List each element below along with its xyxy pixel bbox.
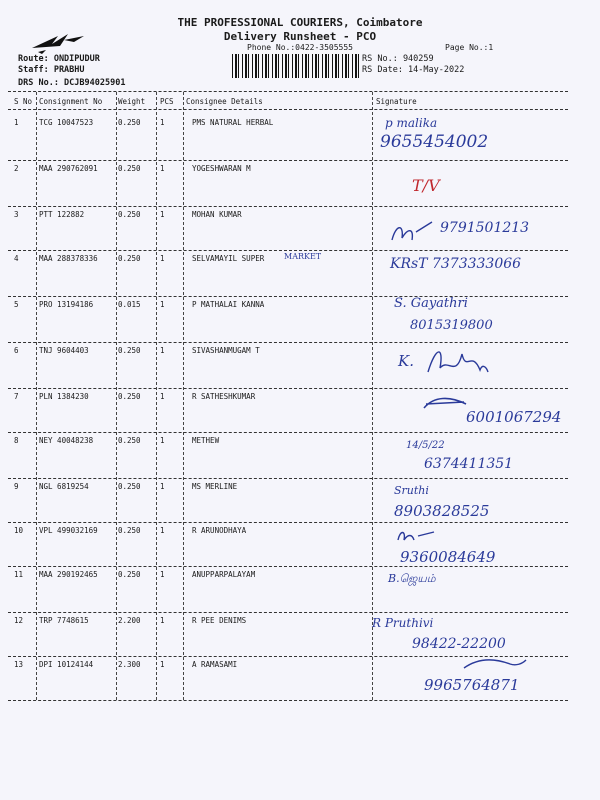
row-sno: 3 xyxy=(14,210,19,219)
table-row xyxy=(0,432,600,478)
row-consignee: R PEE DENIMS xyxy=(192,616,247,625)
signature-name: R Pruthivi xyxy=(372,616,434,630)
row-pcs: 1 xyxy=(160,210,165,219)
signature-text: KRsT 7373333066 xyxy=(390,256,522,272)
table-row xyxy=(0,656,600,702)
rs-number: RS No.: 940259 xyxy=(362,54,434,64)
row-consignment: MAA 290192465 xyxy=(39,570,98,579)
row-pcs: 1 xyxy=(160,254,165,263)
col-pcs: PCS xyxy=(160,97,174,106)
table-row xyxy=(0,342,600,388)
drs-number: DRS No.: DCJB94025901 xyxy=(18,78,126,88)
row-consignment: MAA 290762091 xyxy=(39,164,98,173)
row-consignee: R SATHESHKUMAR xyxy=(192,392,256,401)
col-weight: Weight xyxy=(118,97,146,106)
signature-name: B.ஜெயம் xyxy=(388,572,436,585)
row-consignee: MS MERLINE xyxy=(192,482,238,491)
signature-phone: 8903828525 xyxy=(394,502,490,520)
row-pcs: 1 xyxy=(160,660,165,669)
row-consignment: DPI 10124144 xyxy=(39,660,94,669)
row-consignment: PRO 13194186 xyxy=(39,300,94,309)
col-sno: S No xyxy=(14,97,33,106)
row-pcs: 1 xyxy=(160,392,165,401)
row-weight: 0.250 xyxy=(118,392,141,401)
row-pcs: 1 xyxy=(160,164,165,173)
row-sno: 12 xyxy=(14,616,24,625)
row-sno: 9 xyxy=(14,482,19,491)
row-sno: 10 xyxy=(14,526,24,535)
table-row xyxy=(0,160,600,206)
row-pcs: 1 xyxy=(160,300,165,309)
signature-phone: 9655454002 xyxy=(380,132,489,152)
table-row xyxy=(0,388,600,434)
row-weight: 0.250 xyxy=(118,210,141,219)
row-consignee: YOGESHWARAN M xyxy=(192,164,251,173)
signature-phone: 8015319800 xyxy=(410,318,493,333)
divider xyxy=(8,91,568,92)
row-sno: 8 xyxy=(14,436,19,445)
row-pcs: 1 xyxy=(160,118,165,127)
row-sno: 11 xyxy=(14,570,24,579)
signature-date: 14/5/22 xyxy=(406,440,445,451)
table-row xyxy=(0,612,600,658)
row-sno: 4 xyxy=(14,254,19,263)
row-weight: 0.250 xyxy=(118,164,141,173)
row-weight: 0.250 xyxy=(118,118,141,127)
signature-scribble xyxy=(422,342,492,384)
signature-phone: 98422-22200 xyxy=(412,636,506,652)
signature-phone: 9791501213 xyxy=(440,220,530,236)
divider xyxy=(8,109,568,110)
row-consignment: VPL 499032169 xyxy=(39,526,98,535)
row-consignment: PTT 122882 xyxy=(39,210,85,219)
row-weight: 0.250 xyxy=(118,570,141,579)
signature-name: p malika xyxy=(385,116,438,130)
table-row xyxy=(0,296,600,342)
table-row xyxy=(0,522,600,568)
signature-scribble xyxy=(388,218,438,248)
row-weight: 2.200 xyxy=(118,616,141,625)
signature-name: S. Gayathri xyxy=(394,296,468,311)
row-pcs: 1 xyxy=(160,482,165,491)
row-consignment: MAA 288378336 xyxy=(39,254,98,263)
page-number: Page No.:1 xyxy=(445,43,494,52)
row-pcs: 1 xyxy=(160,526,165,535)
market-note: MARKET xyxy=(284,252,322,261)
signature-name: K. xyxy=(398,352,414,370)
barcode xyxy=(232,54,360,78)
row-consignee: SELVAMAYIL SUPER xyxy=(192,254,265,263)
row-weight: 0.250 xyxy=(118,254,141,263)
row-consignment: NEY 40048238 xyxy=(39,436,94,445)
col-consignment: Consignment No xyxy=(39,97,103,106)
row-sno: 13 xyxy=(14,660,24,669)
signature-phone: 9360084649 xyxy=(400,548,496,566)
row-consignee: SIVASHANMUGAM T xyxy=(192,346,260,355)
row-sno: 6 xyxy=(14,346,19,355)
col-signature: Signature xyxy=(376,97,417,106)
staff: Staff: PRABHU xyxy=(18,65,85,75)
row-consignee: ANUPPARPALAYAM xyxy=(192,570,256,579)
table-row xyxy=(0,206,600,252)
table-row xyxy=(0,250,600,296)
row-consignee: R ARUNODHAYA xyxy=(192,526,247,535)
row-weight: 0.015 xyxy=(118,300,141,309)
signature-name: Sruthi xyxy=(394,484,429,497)
table-row xyxy=(0,566,600,612)
document-title: THE PROFESSIONAL COURIERS, Coimbatore xyxy=(177,16,423,29)
row-weight: 0.250 xyxy=(118,436,141,445)
document-subtitle: Delivery Runsheet - PCO xyxy=(223,30,377,43)
row-consignment: TCG 10047523 xyxy=(39,118,94,127)
row-sno: 7 xyxy=(14,392,19,401)
row-consignee: A RAMASAMI xyxy=(192,660,238,669)
signature-scribble xyxy=(420,394,470,414)
signature-phone: 9965764871 xyxy=(424,676,520,694)
rs-date: RS Date: 14-May-2022 xyxy=(362,65,465,75)
signature-phone: 6374411351 xyxy=(424,456,514,472)
row-consignment: TNJ 9604403 xyxy=(39,346,89,355)
row-consignment: TRP 7748615 xyxy=(39,616,89,625)
col-consignee: Consignee Details xyxy=(186,97,263,106)
row-consignment: PLN 1384230 xyxy=(39,392,89,401)
row-pcs: 1 xyxy=(160,570,165,579)
row-consignee: METHEW xyxy=(192,436,220,445)
row-sno: 5 xyxy=(14,300,19,309)
row-consignee: P MATHALAI KANNA xyxy=(192,300,265,309)
signature-name: T/V xyxy=(412,176,440,195)
row-consignee: MOHAN KUMAR xyxy=(192,210,242,219)
row-pcs: 1 xyxy=(160,436,165,445)
row-divider xyxy=(8,700,568,701)
row-weight: 0.250 xyxy=(118,482,141,491)
row-sno: 1 xyxy=(14,118,19,127)
row-consignment: NGL 6819254 xyxy=(39,482,89,491)
row-weight: 2.300 xyxy=(118,660,141,669)
row-weight: 0.250 xyxy=(118,346,141,355)
row-pcs: 1 xyxy=(160,616,165,625)
signature-scribble xyxy=(460,656,530,674)
row-sno: 2 xyxy=(14,164,19,173)
row-consignee: PMS NATURAL HERBAL xyxy=(192,118,274,127)
signature-scribble xyxy=(394,526,444,546)
route: Route: ONDIPUDUR xyxy=(18,54,100,64)
row-pcs: 1 xyxy=(160,346,165,355)
table-row xyxy=(0,478,600,524)
signature-phone: 6001067294 xyxy=(466,408,562,426)
table-row xyxy=(0,114,600,160)
row-weight: 0.250 xyxy=(118,526,141,535)
phone-number: Phone No.:0422-3505555 xyxy=(247,43,353,52)
